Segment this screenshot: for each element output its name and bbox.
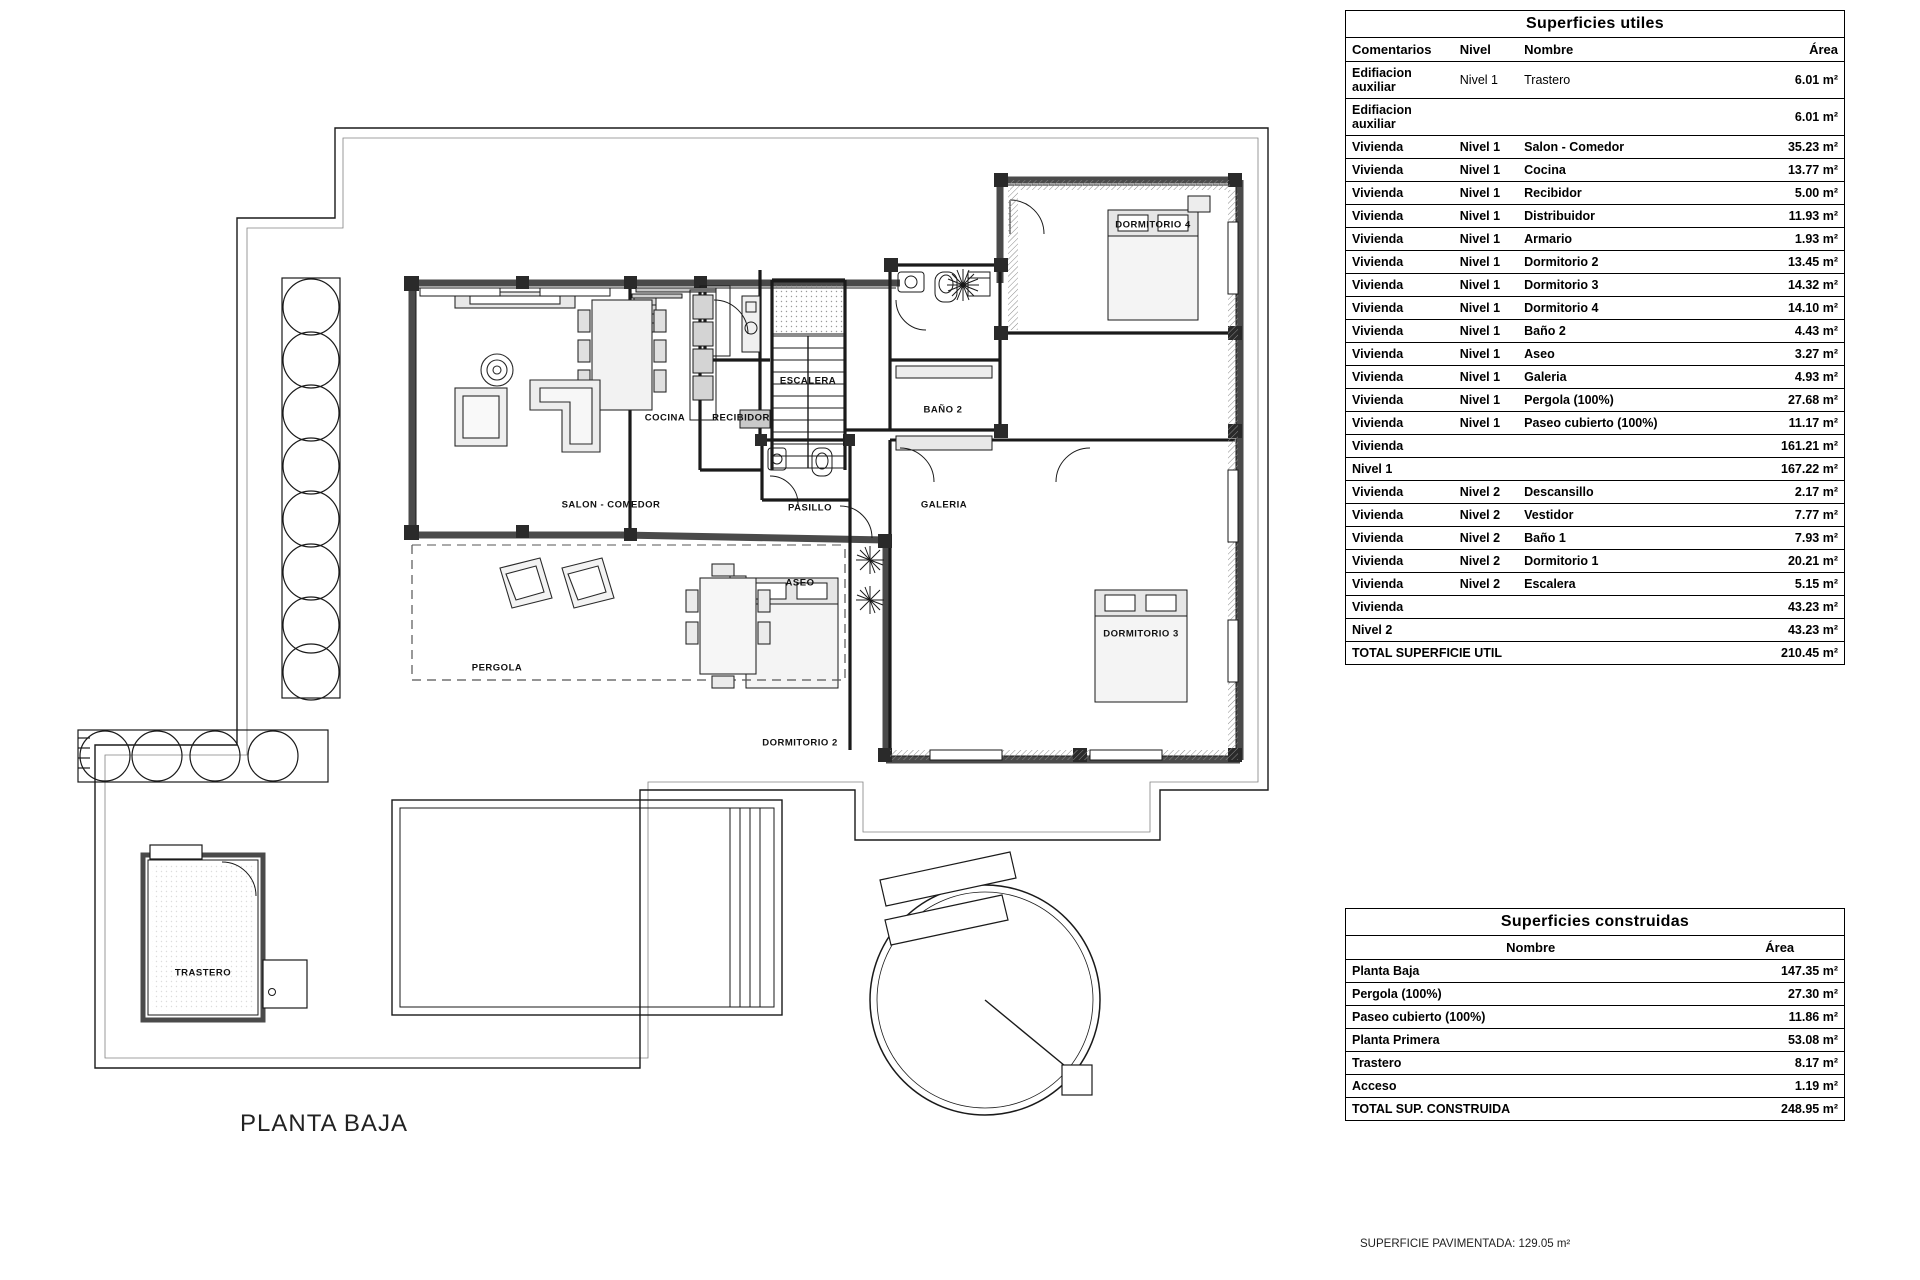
cell-comentario: Vivienda: [1346, 274, 1454, 297]
cell-comentario: Vivienda: [1346, 596, 1454, 619]
cell-area: 11.17 m²: [1735, 412, 1845, 435]
cell-comentario: Vivienda: [1346, 159, 1454, 182]
table-subtotal-row: [1346, 99, 1845, 136]
table-superficies-utiles: [1345, 10, 1845, 665]
cell-total-label: TOTAL SUP. CONSTRUIDA: [1346, 1098, 1716, 1121]
cell-nombre: [1518, 596, 1735, 619]
cell-area: 8.17 m²: [1715, 1052, 1844, 1075]
col-header-comentarios: Comentarios: [1346, 38, 1454, 62]
cell-comentario: Vivienda: [1346, 228, 1454, 251]
table-row: [1346, 550, 1845, 573]
cell-nivel: Nivel 1: [1454, 205, 1518, 228]
room-label: SALON - COMEDOR: [561, 499, 661, 511]
cell-comentario: Vivienda: [1346, 182, 1454, 205]
table-row: [1346, 389, 1845, 412]
cell-area: 14.10 m²: [1735, 297, 1845, 320]
cell-nombre: Armario: [1518, 228, 1735, 251]
cell-nivel: Nivel 1: [1454, 274, 1518, 297]
cell-nombre: [1518, 619, 1735, 642]
table-row: [1346, 136, 1845, 159]
room-label: RECIBIDOR: [712, 412, 770, 424]
cell-nivel: Nivel 1: [1454, 412, 1518, 435]
col-header-area: Área: [1735, 38, 1845, 62]
cell-nivel: Nivel 2: [1454, 481, 1518, 504]
table-row: [1346, 62, 1845, 99]
plan-title: PLANTA BAJA: [240, 1110, 408, 1137]
table-subtotal-row: [1346, 619, 1845, 642]
paved-surface-note: SUPERFICIE PAVIMENTADA: 129.05 m²: [1360, 1238, 1571, 1250]
cell-comentario: Vivienda: [1346, 205, 1454, 228]
cell-nombre: Galeria: [1518, 366, 1735, 389]
bathroom2-fixtures: [898, 272, 990, 302]
cell-comentario: Vivienda: [1346, 573, 1454, 596]
cell-nivel: Nivel 1: [1454, 297, 1518, 320]
cell-comentario: Vivienda: [1346, 481, 1454, 504]
cell-area: 13.45 m²: [1735, 251, 1845, 274]
cell-area: 7.93 m²: [1735, 527, 1845, 550]
table-row: [1346, 527, 1845, 550]
room-label: PASILLO: [788, 502, 832, 514]
cell-comentario: Vivienda: [1346, 412, 1454, 435]
trastero-building: [143, 845, 307, 1020]
cell-nombre: [1518, 99, 1735, 136]
cell-area: 1.19 m²: [1715, 1075, 1844, 1098]
cell-area: 27.68 m²: [1735, 389, 1845, 412]
table-row: [1346, 983, 1845, 1006]
cell-area: 167.22 m²: [1735, 458, 1845, 481]
table-header-row: [1346, 936, 1845, 960]
cell-nivel: [1454, 458, 1518, 481]
cell-area: 1.93 m²: [1735, 228, 1845, 251]
table-row: [1346, 412, 1845, 435]
cell-area: 6.01 m²: [1735, 62, 1845, 99]
hedge-vertical: [282, 278, 340, 700]
table-title-row: [1346, 909, 1845, 936]
cell-nombre: Pergola (100%): [1346, 983, 1716, 1006]
cell-comentario: Vivienda: [1346, 136, 1454, 159]
cell-comentario: Edifiacion auxiliar: [1346, 62, 1454, 99]
table-row: [1346, 159, 1845, 182]
room-label: BAÑO 2: [923, 404, 963, 416]
table-row: [1346, 1006, 1845, 1029]
cell-area: 27.30 m²: [1715, 983, 1844, 1006]
cell-comentario: Vivienda: [1346, 550, 1454, 573]
room-label: COCINA: [644, 412, 686, 424]
table-row: [1346, 343, 1845, 366]
table-row: [1346, 182, 1845, 205]
table-subtotal-row: [1346, 458, 1845, 481]
cell-nivel: Nivel 1: [1454, 62, 1518, 99]
cell-comentario: Vivienda: [1346, 435, 1454, 458]
room-label: ESCALERA: [779, 375, 837, 387]
cell-area: 20.21 m²: [1735, 550, 1845, 573]
cell-comentario: Vivienda: [1346, 504, 1454, 527]
kitchen-fixtures: [632, 286, 774, 428]
cell-area: 4.93 m²: [1735, 366, 1845, 389]
room-label: DORMITORIO 3: [1103, 628, 1179, 640]
cell-nivel: Nivel 1: [1454, 182, 1518, 205]
cell-area: 3.27 m²: [1735, 343, 1845, 366]
room-label: PERGOLA: [471, 662, 523, 674]
cell-nombre: Trastero: [1518, 62, 1735, 99]
cell-nombre: Recibidor: [1518, 182, 1735, 205]
area-schedule-panel: [1345, 0, 1920, 1280]
cell-nivel: Nivel 2: [1454, 504, 1518, 527]
col-header-nombre: Nombre: [1518, 38, 1735, 62]
table-row: [1346, 366, 1845, 389]
cell-total-label: TOTAL SUPERFICIE UTIL: [1346, 642, 1736, 665]
cell-area: 5.15 m²: [1735, 573, 1845, 596]
table-header-row: [1346, 38, 1845, 62]
cell-area: 35.23 m²: [1735, 136, 1845, 159]
col-header-nivel: Nivel: [1454, 38, 1518, 62]
cell-comentario: Vivienda: [1346, 527, 1454, 550]
table-row: [1346, 297, 1845, 320]
plot-boundary: [95, 120, 1268, 1060]
cell-comentario: Vivienda: [1346, 389, 1454, 412]
room-label: GALERIA: [920, 499, 968, 511]
cell-nombre: Acceso: [1346, 1075, 1716, 1098]
cell-nombre: Vestidor: [1518, 504, 1735, 527]
cell-area: 4.43 m²: [1735, 320, 1845, 343]
cell-area: 161.21 m²: [1735, 435, 1845, 458]
table-title: Superficies utiles: [1346, 11, 1845, 38]
room-label: DORMITORIO 4: [1115, 219, 1191, 231]
cell-nombre: Planta Baja: [1346, 960, 1716, 983]
cell-area: 53.08 m²: [1715, 1029, 1844, 1052]
cell-nombre: Planta Primera: [1346, 1029, 1716, 1052]
cell-nivel: Nivel 1: [1454, 136, 1518, 159]
cell-nivel: Nivel 1: [1454, 366, 1518, 389]
table-row: [1346, 960, 1845, 983]
cell-nombre: Paseo cubierto (100%): [1346, 1006, 1716, 1029]
cell-comentario: Edifiacion auxiliar: [1346, 99, 1454, 136]
table-row: [1346, 228, 1845, 251]
cell-area: 147.35 m²: [1715, 960, 1844, 983]
table-subtotal-row: [1346, 596, 1845, 619]
circular-terrace: [870, 852, 1100, 1115]
table-row: [1346, 1029, 1845, 1052]
cell-area: 11.86 m²: [1715, 1006, 1844, 1029]
cell-nombre: Baño 1: [1518, 527, 1735, 550]
table-row: [1346, 1052, 1845, 1075]
cell-nivel: [1454, 619, 1518, 642]
cell-nombre: Escalera: [1518, 573, 1735, 596]
table-row: [1346, 320, 1845, 343]
table-row: [1346, 504, 1845, 527]
cell-nombre: Paseo cubierto (100%): [1518, 412, 1735, 435]
swimming-pool: [392, 800, 782, 1015]
table-title-row: [1346, 11, 1845, 38]
cell-nombre: Dormitorio 3: [1518, 274, 1735, 297]
cell-nombre: Cocina: [1518, 159, 1735, 182]
bed-dorm4: [1108, 196, 1210, 320]
cell-comentario: Vivienda: [1346, 366, 1454, 389]
cell-comentario: Vivienda: [1346, 251, 1454, 274]
cell-nivel: Nivel 2: [1454, 550, 1518, 573]
table-row: [1346, 573, 1845, 596]
table-total-row: [1346, 642, 1845, 665]
cell-nombre: Descansillo: [1518, 481, 1735, 504]
cell-nombre: Baño 2: [1518, 320, 1735, 343]
col-header-nombre: Nombre: [1346, 936, 1716, 960]
table-row: [1346, 274, 1845, 297]
table-total-row: [1346, 1098, 1845, 1121]
table-subtotal-row: [1346, 435, 1845, 458]
aseo-fixtures: [768, 448, 832, 476]
table-row: [1346, 1075, 1845, 1098]
site-outline: [95, 128, 1268, 1068]
cell-comentario: Nivel 1: [1346, 458, 1454, 481]
cell-area: 14.32 m²: [1735, 274, 1845, 297]
cell-nombre: Dormitorio 4: [1518, 297, 1735, 320]
col-header-area: Área: [1715, 936, 1844, 960]
cell-total-area: 248.95 m²: [1715, 1098, 1844, 1121]
cell-area: 2.17 m²: [1735, 481, 1845, 504]
terrace-furniture: [500, 558, 770, 688]
living-room-furniture: [455, 292, 666, 452]
cell-nombre: Dormitorio 2: [1518, 251, 1735, 274]
cell-area: 5.00 m²: [1735, 182, 1845, 205]
bed-dorm3: [1095, 590, 1187, 702]
hedge-horizontal: [78, 730, 328, 782]
cell-comentario: Vivienda: [1346, 343, 1454, 366]
table-row: [1346, 481, 1845, 504]
cell-area: 11.93 m²: [1735, 205, 1845, 228]
cell-nivel: Nivel 1: [1454, 228, 1518, 251]
cell-nombre: Aseo: [1518, 343, 1735, 366]
cell-nivel: Nivel 1: [1454, 320, 1518, 343]
cell-nombre: [1518, 435, 1735, 458]
cell-nivel: Nivel 1: [1454, 389, 1518, 412]
table-superficies-construidas: [1345, 908, 1845, 1121]
room-label: ASEO: [785, 577, 815, 589]
room-label: DORMITORIO 2: [762, 737, 838, 749]
cell-nivel: [1454, 596, 1518, 619]
cell-nivel: Nivel 2: [1454, 573, 1518, 596]
cell-nivel: [1454, 435, 1518, 458]
cell-nivel: [1454, 99, 1518, 136]
table-title: Superficies construidas: [1346, 909, 1845, 936]
cell-nombre: [1518, 458, 1735, 481]
room-label: TRASTERO: [174, 967, 232, 979]
cell-nombre: Dormitorio 1: [1518, 550, 1735, 573]
cell-nombre: Distribuidor: [1518, 205, 1735, 228]
cell-comentario: Nivel 2: [1346, 619, 1454, 642]
cell-area: 7.77 m²: [1735, 504, 1845, 527]
cell-comentario: Vivienda: [1346, 320, 1454, 343]
cell-area: 6.01 m²: [1735, 99, 1845, 136]
table-row: [1346, 205, 1845, 228]
cell-nivel: Nivel 2: [1454, 527, 1518, 550]
cell-nombre: Salon - Comedor: [1518, 136, 1735, 159]
cell-comentario: Vivienda: [1346, 297, 1454, 320]
cell-total-area: 210.45 m²: [1735, 642, 1845, 665]
cell-area: 43.23 m²: [1735, 619, 1845, 642]
cell-nivel: Nivel 1: [1454, 251, 1518, 274]
table-row: [1346, 251, 1845, 274]
cell-nombre: Trastero: [1346, 1052, 1716, 1075]
cell-area: 43.23 m²: [1735, 596, 1845, 619]
cell-area: 13.77 m²: [1735, 159, 1845, 182]
cell-nivel: Nivel 1: [1454, 159, 1518, 182]
cell-nombre: Pergola (100%): [1518, 389, 1735, 412]
cell-nivel: Nivel 1: [1454, 343, 1518, 366]
